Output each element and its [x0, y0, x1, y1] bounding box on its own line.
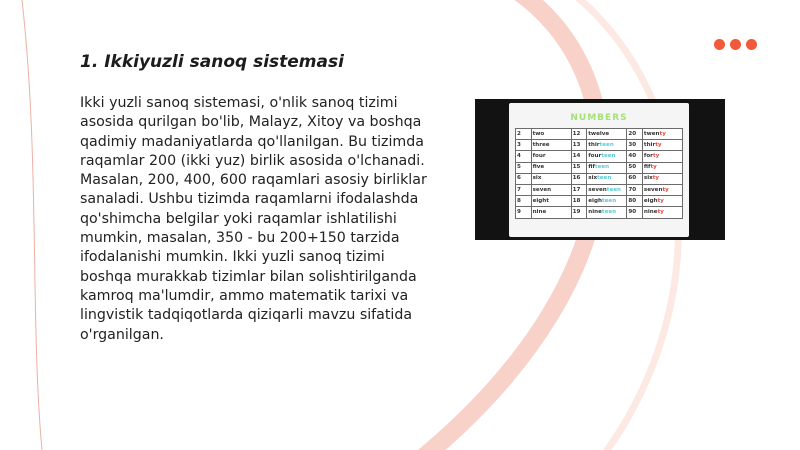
number-cell: 3	[516, 140, 532, 151]
number-cell: 70	[627, 184, 643, 195]
word-cell: ninety	[642, 207, 682, 218]
number-cell: 8	[516, 196, 532, 207]
number-cell: 17	[571, 184, 587, 195]
numbers-heading: NUMBERS	[570, 113, 628, 123]
word-cell: seven	[531, 184, 571, 195]
dot	[746, 39, 757, 50]
word-cell: twelve	[587, 129, 627, 140]
word-cell: thirteen	[587, 140, 627, 151]
word-cell: six	[531, 173, 571, 184]
dot	[714, 39, 725, 50]
word-cell: four	[531, 151, 571, 162]
word-cell: sixty	[642, 173, 682, 184]
number-cell: 9	[516, 207, 532, 218]
table-row	[516, 129, 683, 140]
word-cell: two	[531, 129, 571, 140]
number-cell: 2	[516, 129, 532, 140]
table-row	[516, 207, 683, 218]
number-cell: 13	[571, 140, 587, 151]
slide-body-text: Ikki yuzli sanoq sistemasi, o'nlik sanoq tizimi asosida qurilgan bo'lib, Malayz, Xitoy va boshqa qadimiy madaniyatlarda qo'llanilgan. Bu tizimda raqamlar 200 (ikki yuz) birlik asosida o'lchanadi. Masalan, 200, 400, 600 raqamlari asosiy birliklar sanaladi. Ushbu tizimda raqamlarni ifodalashda qo'shimcha belgilar yoki raqamlar ishlatilishi mumkin, masalan, 350 - bu 200+150 tarzida ifodalanishi mumkin. Ikki yuzli sanoq tizimi boshqa murakkab tizimlar bilan solishtirilganda kamroq ma'lumdir, ammo matematik tarixi va lingvistik tadqiqotlarda qiziqarli mavzu sifatida o'rganilgan.	[80, 95, 427, 343]
word-cell: fifty	[642, 162, 682, 173]
word-cell: fourteen	[587, 151, 627, 162]
word-cell: nine	[531, 207, 571, 218]
number-cell: 5	[516, 162, 532, 173]
dot	[730, 39, 741, 50]
table-row	[516, 184, 683, 195]
word-cell: thirty	[642, 140, 682, 151]
word-cell: three	[531, 140, 571, 151]
word-cell: seventeen	[587, 184, 627, 195]
slide-title: 1. Ikkiyuzli sanoq sistemasi	[80, 52, 344, 72]
table-row	[516, 151, 683, 162]
word-cell: fifteen	[587, 162, 627, 173]
number-cell: 80	[627, 196, 643, 207]
table-row	[516, 196, 683, 207]
number-cell: 14	[571, 151, 587, 162]
numbers-sheet	[509, 103, 689, 237]
number-cell: 50	[627, 162, 643, 173]
number-cell: 4	[516, 151, 532, 162]
number-cell: 30	[627, 140, 643, 151]
number-cell: 90	[627, 207, 643, 218]
number-cell: 19	[571, 207, 587, 218]
table-row	[516, 140, 683, 151]
word-cell: twenty	[642, 129, 682, 140]
word-cell: eight	[531, 196, 571, 207]
number-cell: 7	[516, 184, 532, 195]
number-cell: 15	[571, 162, 587, 173]
numbers-table	[515, 128, 683, 219]
table-row	[516, 173, 683, 184]
numbers-image	[475, 99, 725, 240]
word-cell: seventy	[642, 184, 682, 195]
word-cell: sixteen	[587, 173, 627, 184]
word-cell: forty	[642, 151, 682, 162]
table-row	[516, 162, 683, 173]
word-cell: eighteen	[587, 196, 627, 207]
number-cell: 12	[571, 129, 587, 140]
number-cell: 18	[571, 196, 587, 207]
number-cell: 6	[516, 173, 532, 184]
number-cell: 60	[627, 173, 643, 184]
word-cell: eighty	[642, 196, 682, 207]
number-cell: 20	[627, 129, 643, 140]
word-cell: nineteen	[587, 207, 627, 218]
number-cell: 40	[627, 151, 643, 162]
number-cell: 16	[571, 173, 587, 184]
word-cell: five	[531, 162, 571, 173]
three-dots-icon	[714, 39, 757, 50]
